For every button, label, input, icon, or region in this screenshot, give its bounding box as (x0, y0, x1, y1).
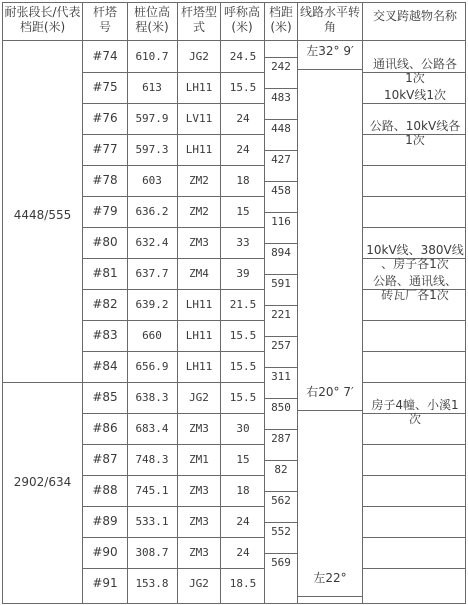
tower-number: #87 (92, 452, 118, 466)
grid-line (82, 227, 264, 228)
segment-label: 4448/555 (13, 208, 72, 222)
crossing-text: 房子4幢、小溪1 (371, 398, 459, 412)
grid-line (362, 2, 363, 604)
height-value: 24.5 (229, 50, 257, 63)
grid-line (82, 537, 264, 538)
grid-line (177, 2, 178, 604)
grid-line (264, 429, 297, 430)
crossing-text: 10kV线1次 (383, 88, 447, 102)
height-value: 18.5 (229, 577, 257, 590)
crossing-text: 公路、通讯线、 (372, 274, 457, 288)
grid-line (264, 367, 297, 368)
crossing-text: 砖瓦厂各1次 (381, 288, 449, 302)
tower-type: ZM3 (189, 236, 209, 249)
tower-number: #74 (92, 49, 118, 63)
span-value: 242 (271, 60, 291, 73)
grid-line (127, 2, 128, 604)
grid-line (82, 165, 264, 166)
grid-line (82, 413, 264, 414)
tower-number: #84 (92, 359, 118, 373)
tower-type: ZM4 (189, 267, 209, 280)
grid-line (82, 134, 264, 135)
elevation-value: 745.1 (135, 484, 169, 497)
tower-number: #90 (92, 545, 118, 559)
tower-type: JG2 (189, 391, 209, 404)
grid-line (264, 150, 297, 151)
tower-type: LH11 (185, 143, 213, 156)
grid-line (264, 181, 297, 182)
span-value: 287 (271, 432, 291, 445)
tower-number: #91 (92, 576, 118, 590)
height-value: 15.5 (229, 391, 257, 404)
tower-type: LV11 (185, 112, 213, 125)
grid-line (362, 382, 465, 383)
tower-type: LH11 (185, 81, 213, 94)
height-value: 18 (236, 174, 250, 187)
tower-type: JG2 (189, 50, 209, 63)
crossing-text: 次 (408, 412, 421, 426)
angle-value: 左32° 9′ (306, 44, 354, 58)
header-tower-no: 杆塔号 (92, 5, 117, 34)
span-value: 427 (271, 153, 291, 166)
grid-line (264, 57, 297, 58)
elevation-value: 660 (142, 329, 162, 342)
crossing-text: 1次 (405, 133, 425, 147)
grid-line (362, 506, 465, 507)
grid-line (362, 320, 465, 321)
elevation-value: 533.1 (135, 515, 169, 528)
grid-line (264, 553, 297, 554)
tower-type: ZM2 (189, 205, 209, 218)
tower-number: #79 (92, 204, 118, 218)
header-span: 档距(米) (268, 5, 293, 34)
height-value: 15.5 (229, 360, 257, 373)
height-value: 18 (236, 484, 250, 497)
grid-line (264, 522, 297, 523)
span-value: 458 (271, 184, 291, 197)
tower-number: #75 (92, 80, 118, 94)
tower-number: #78 (92, 173, 118, 187)
grid-line (362, 351, 465, 352)
tower-number: #85 (92, 390, 118, 404)
grid-line (82, 320, 264, 321)
tower-type: LH11 (185, 360, 213, 373)
grid-line (297, 69, 362, 70)
grid-line (362, 475, 465, 476)
span-value: 562 (271, 494, 291, 507)
header-angle: 线路水平转角 (300, 5, 361, 34)
grid-line (82, 351, 264, 352)
height-value: 15.5 (229, 81, 257, 94)
grid-line (362, 537, 465, 538)
span-value: 311 (271, 370, 291, 383)
grid-line (2, 603, 466, 604)
elevation-value: 603 (142, 174, 162, 187)
tower-type: ZM2 (189, 174, 209, 187)
tower-type: ZM3 (189, 484, 209, 497)
span-value: 221 (271, 308, 291, 321)
tower-number: #89 (92, 514, 118, 528)
tower-number: #83 (92, 328, 118, 342)
tower-number: #81 (92, 266, 118, 280)
height-value: 15 (236, 205, 250, 218)
elevation-value: 610.7 (135, 50, 169, 63)
header-height: 呼称高(米) (223, 5, 260, 34)
grid-line (362, 196, 465, 197)
header-tower-type: 杆塔型式 (181, 5, 218, 34)
tower-type: JG2 (189, 577, 209, 590)
header-segment: 耐张段长/代表档距(米) (4, 5, 81, 34)
grid-line (362, 103, 465, 104)
grid-line (264, 460, 297, 461)
span-value: 569 (271, 556, 291, 569)
grid-line (362, 227, 465, 228)
tower-number: #86 (92, 421, 118, 435)
height-value: 24 (236, 546, 250, 559)
tower-type: ZM3 (189, 422, 209, 435)
grid-line (82, 289, 264, 290)
elevation-value: 308.7 (135, 546, 169, 559)
span-value: 116 (271, 215, 291, 228)
crossing-text: 1次 (405, 71, 425, 85)
tower-number: #77 (92, 142, 118, 156)
grid-line (264, 88, 297, 89)
height-value: 21.5 (229, 298, 257, 311)
grid-line (82, 382, 264, 383)
elevation-value: 683.4 (135, 422, 169, 435)
tower-type: ZM1 (189, 453, 209, 466)
elevation-value: 632.4 (135, 236, 169, 249)
grid-line (297, 596, 362, 597)
grid-line (82, 103, 264, 104)
crossing-text: 公路、10kV线各 (369, 119, 461, 133)
segment-label: 2902/634 (13, 475, 72, 489)
grid-line (82, 568, 264, 569)
elevation-value: 637.7 (135, 267, 169, 280)
grid-line (264, 398, 297, 399)
grid-line (2, 2, 466, 3)
grid-line (297, 2, 298, 604)
crossing-text: 、房子各1次 (381, 257, 449, 271)
height-value: 24 (236, 515, 250, 528)
tower-number: #82 (92, 297, 118, 311)
grid-line (82, 444, 264, 445)
height-value: 15 (236, 453, 250, 466)
grid-line (297, 410, 362, 411)
grid-line (264, 119, 297, 120)
span-value: 552 (271, 525, 291, 538)
grid-line (82, 72, 264, 73)
grid-line (2, 2, 3, 604)
grid-line (264, 274, 297, 275)
elevation-value: 638.3 (135, 391, 169, 404)
tower-type: LH11 (185, 329, 213, 342)
tower-type: ZM3 (189, 546, 209, 559)
grid-line (362, 165, 465, 166)
tower-type: LH11 (185, 298, 213, 311)
angle-value: 右20° 7′ (306, 385, 354, 399)
height-value: 30 (236, 422, 250, 435)
height-value: 24 (236, 112, 250, 125)
span-value: 82 (274, 463, 288, 476)
grid-line (82, 2, 83, 604)
grid-line (362, 568, 465, 569)
grid-line (2, 382, 82, 383)
span-value: 483 (271, 91, 291, 104)
tower-number: #88 (92, 483, 118, 497)
tower-type: ZM3 (189, 515, 209, 528)
grid-line (264, 491, 297, 492)
elevation-value: 613 (142, 81, 162, 94)
grid-line (465, 2, 466, 604)
angle-value: 左22° (313, 571, 347, 585)
elevation-value: 748.3 (135, 453, 169, 466)
span-value: 257 (271, 339, 291, 352)
crossing-text: 通讯线、公路各 (372, 57, 457, 71)
tower-number: #80 (92, 235, 118, 249)
height-value: 15.5 (229, 329, 257, 342)
grid-line (82, 196, 264, 197)
grid-line (220, 2, 221, 604)
height-value: 39 (236, 267, 250, 280)
height-value: 33 (236, 236, 250, 249)
header-elevation: 桩位高程(米) (133, 5, 170, 34)
span-value: 591 (271, 277, 291, 290)
grid-line (2, 40, 466, 41)
tower-number: #76 (92, 111, 118, 125)
grid-line (82, 258, 264, 259)
grid-line (264, 212, 297, 213)
grid-line (264, 336, 297, 337)
elevation-value: 597.9 (135, 112, 169, 125)
elevation-value: 597.3 (135, 143, 169, 156)
grid-line (82, 506, 264, 507)
elevation-value: 639.2 (135, 298, 169, 311)
span-value: 448 (271, 122, 291, 135)
grid-line (82, 475, 264, 476)
elevation-value: 636.2 (135, 205, 169, 218)
header-crossing: 交叉跨越物名称 (372, 9, 457, 23)
elevation-value: 656.9 (135, 360, 169, 373)
span-value: 850 (271, 401, 291, 414)
elevation-value: 153.8 (135, 577, 169, 590)
span-value: 894 (271, 246, 291, 259)
grid-line (264, 305, 297, 306)
height-value: 24 (236, 143, 250, 156)
crossing-text: 10kV线、380V线 (366, 243, 464, 257)
grid-line (362, 444, 465, 445)
grid-line (264, 243, 297, 244)
